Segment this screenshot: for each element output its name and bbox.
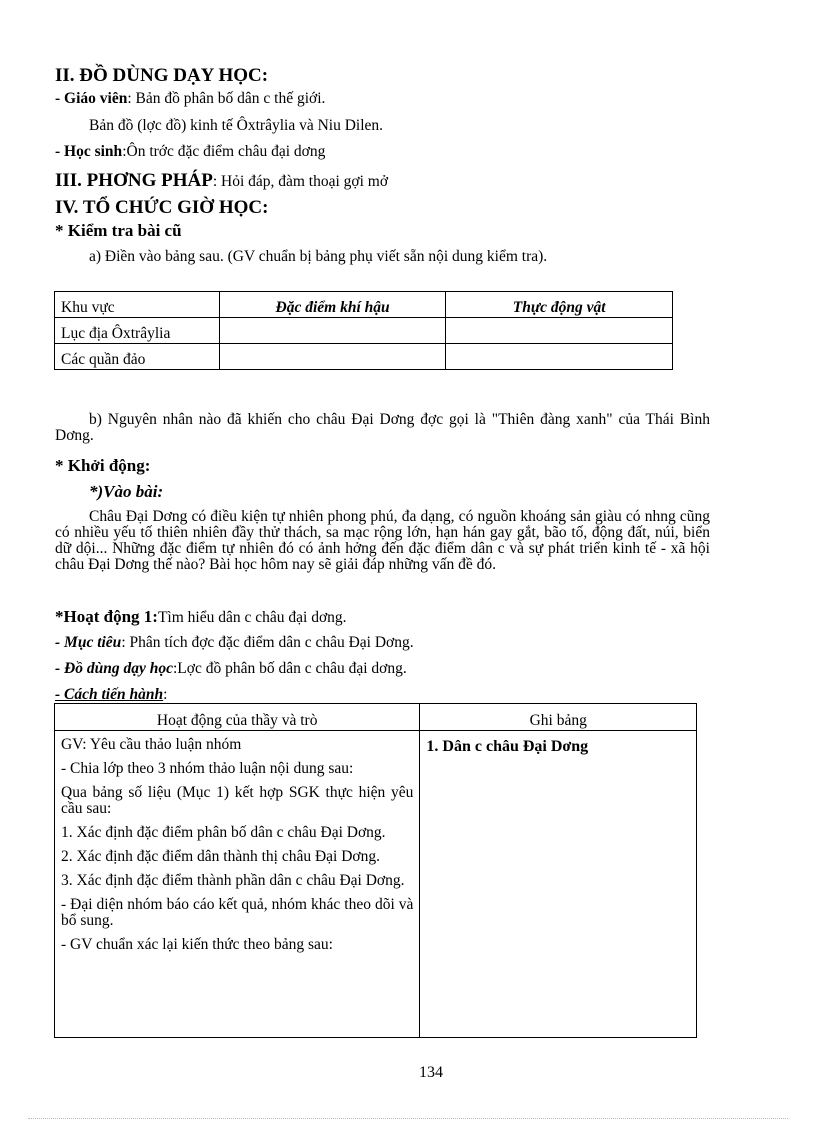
activity-right-cell	[420, 731, 697, 1038]
right-heading: 1. Dân c châu Đại Dơng	[426, 738, 589, 755]
student-line	[55, 143, 325, 161]
check-heading: * Kiểm tra bài cũ	[55, 221, 182, 240]
section-3-line	[55, 170, 388, 192]
table-cell	[219, 318, 446, 344]
tools-text: :Lợc đồ phân bố dân c châu đại dơng.	[172, 660, 407, 677]
list-item: Qua bảng số liệu (Mục 1) kết hợp SGK thực hiện yêu cầu sau:	[61, 784, 414, 817]
check-a: a) Điền vào bảng sau. (GV chuẩn bị bảng phụ viết sẵn nội dung kiểm tra).	[89, 248, 548, 265]
teacher-line	[55, 90, 325, 108]
activity-1-text: Tìm hiểu dân c châu đại dơng.	[157, 609, 347, 626]
method-label: - Cách tiến hành	[55, 686, 164, 703]
table-row	[55, 318, 673, 344]
list-item: - GV chuẩn xác lại kiến thức theo bảng sau:	[61, 936, 333, 953]
page-number: 134	[419, 1064, 443, 1081]
table-cell	[446, 344, 673, 370]
list-item: 3. Xác định đặc điểm thành phần dân c châu Đại Dơng.	[61, 872, 405, 889]
question-b: b) Nguyên nhân nào đã khiến cho châu Đại Dơng đợc gọi là "Thiên đàng xanh" của Thái Bình Dơng.	[55, 411, 710, 444]
method-line	[55, 686, 167, 704]
tools-line	[55, 660, 407, 678]
activity-table-header: Ghi bảng	[420, 704, 697, 731]
student-label: - Học sinh	[55, 143, 123, 160]
intro-label: *)Vào bài:	[89, 482, 164, 501]
table-cell	[446, 318, 673, 344]
check-table	[54, 291, 673, 370]
section-3-text: : Hỏi đáp, đàm thoại gợi mở	[212, 173, 389, 190]
list-item: - Đại diện nhóm báo cáo kết quả, nhóm khác theo dõi và bổ sung.	[61, 896, 414, 929]
list-item: 2. Xác định đặc điểm dân thành thị châu Đại Dơng.	[61, 848, 380, 865]
check-table-header: Thực động vật	[446, 292, 673, 318]
tools-label: - Đồ dùng dạy học	[55, 660, 173, 677]
activity-left-cell	[55, 731, 420, 1038]
warmup-heading: * Khởi động:	[55, 456, 151, 475]
teacher-text-2: Bản đồ (lợc đồ) kinh tế Ôxtrâylia và Niu Dilen.	[89, 117, 384, 134]
teacher-label: - Giáo viên	[55, 90, 128, 107]
teacher-text: : Bản đồ phân bố dân c thế giới.	[127, 90, 326, 107]
list-item: 1. Xác định đặc điểm phân bố dân c châu Đại Dơng.	[61, 824, 386, 841]
table-cell: Lục địa Ôxtrâylia	[55, 318, 220, 344]
activity-1-heading: *Hoạt động 1:	[55, 607, 158, 626]
check-table-header-row	[55, 292, 673, 318]
table-row	[55, 344, 673, 370]
table-row	[55, 731, 697, 1038]
activity-table-header: Hoạt động của thầy và trò	[55, 704, 420, 731]
activity-table-header-row	[55, 704, 697, 731]
table-cell	[219, 344, 446, 370]
activity-table	[54, 703, 697, 1038]
list-item: GV: Yêu cầu thảo luận nhóm	[61, 736, 242, 753]
check-table-header: Khu vực	[55, 292, 220, 318]
table-cell: Các quần đảo	[55, 344, 220, 370]
check-table-header: Đặc điểm khí hậu	[219, 292, 446, 318]
section-3-heading: III. PHƠNG PHÁP	[55, 170, 213, 191]
student-text: :Ôn trớc đặc điểm châu đại dơng	[122, 143, 326, 160]
goal-text: : Phân tích đợc đặc điểm dân c châu Đại Dơng.	[121, 634, 414, 651]
method-suffix: :	[163, 686, 168, 703]
footer-divider	[28, 1118, 788, 1119]
goal-label: - Mục tiêu	[55, 634, 122, 651]
list-item: - Chia lớp theo 3 nhóm thảo luận nội dung sau:	[61, 760, 354, 777]
section-4-heading: IV. TỔ CHỨC GIỜ HỌC:	[55, 197, 269, 218]
intro-text: Châu Đại Dơng có điều kiện tự nhiên phong phú, đa dạng, có nguồn khoáng sản giàu có nhng cũng có nhiều yếu tố thiên nhiên đầy thử thách, sa mạc rộng lớn, hạn hán gay gắt, bão tố, động đất, núi, biển dữ dội... Những đặc điểm tự nhiên đó có ảnh hởng đến đặc điểm dân c và sự phát triển kinh tế - xã hội châu Đại Dơng thế nào? Bài học hôm nay sẽ giải đáp những vấn đề đó.	[55, 508, 710, 573]
section-2-heading: II. ĐỒ DÙNG DẠY HỌC:	[55, 65, 269, 86]
activity-1-line	[55, 608, 347, 627]
goal-line	[55, 634, 414, 652]
